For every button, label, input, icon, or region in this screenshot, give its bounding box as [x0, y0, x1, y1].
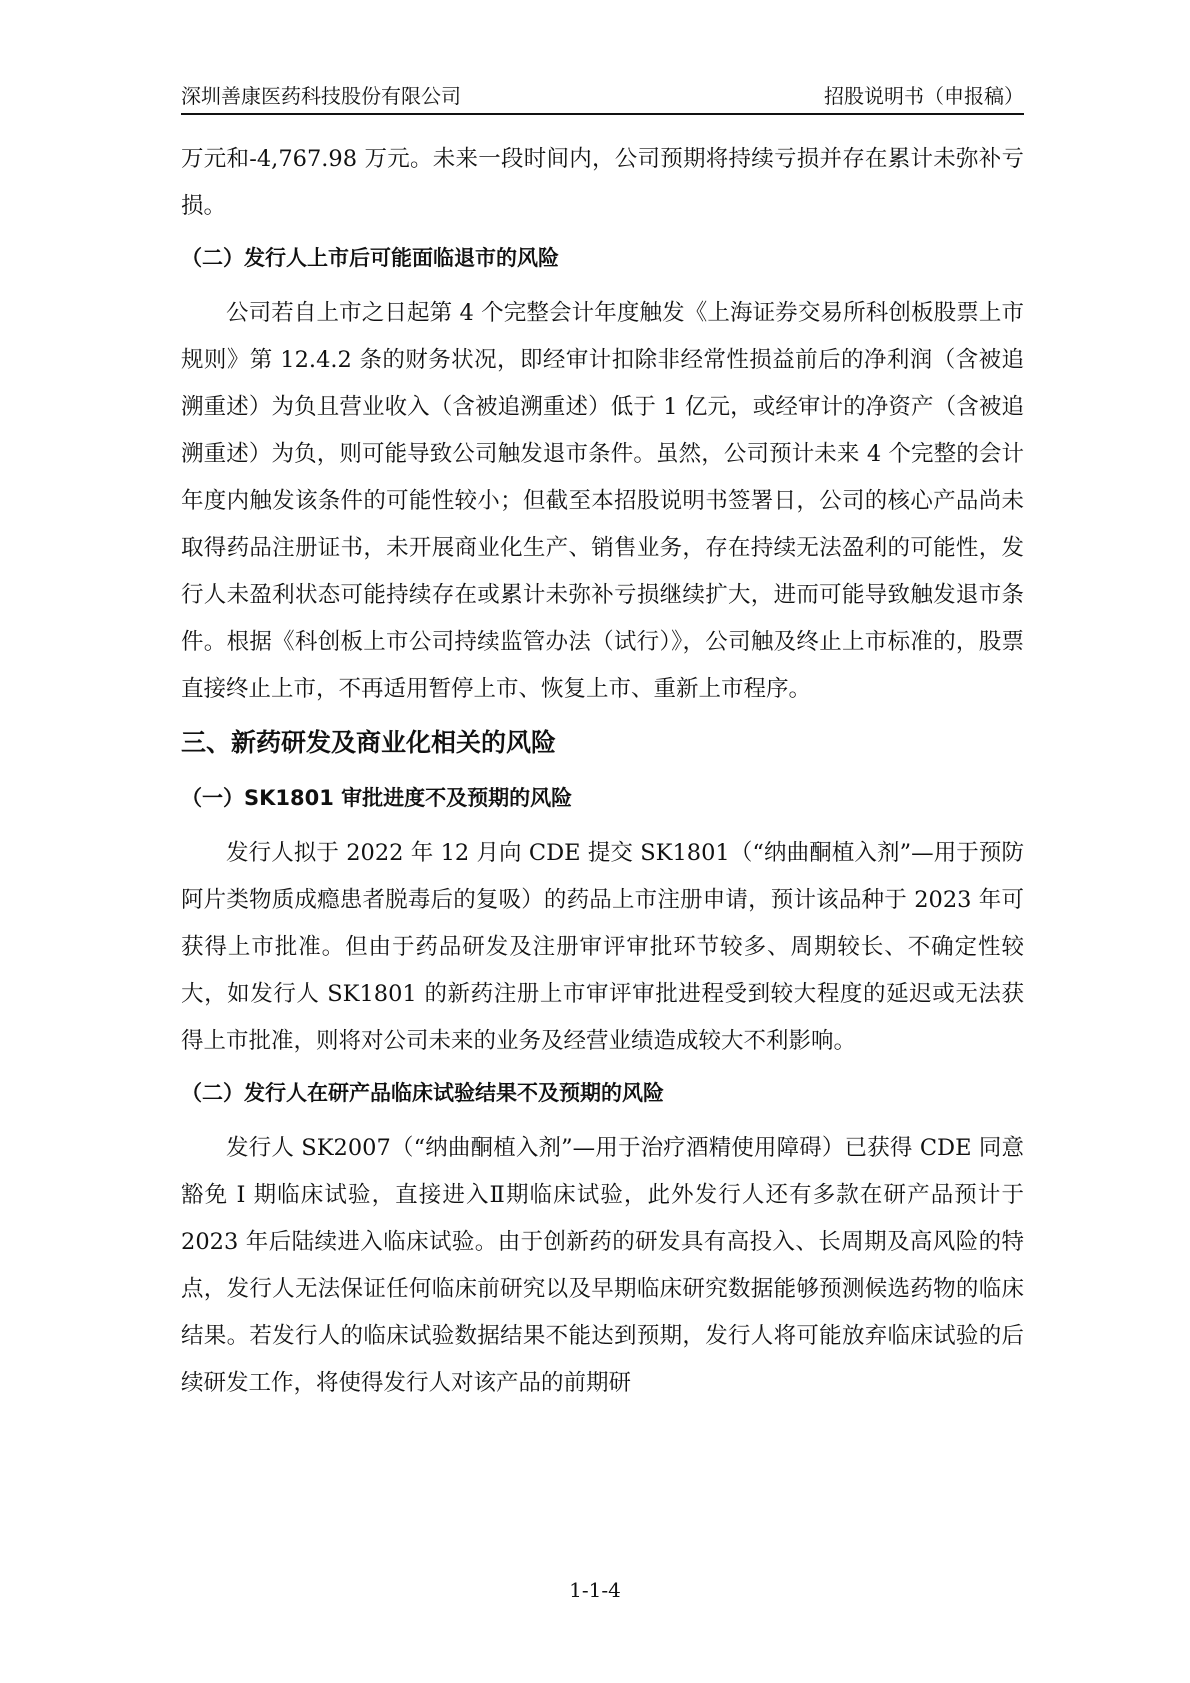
- page-body: [181, 136, 1024, 1407]
- header-document-type: 招股说明书（申报稿）: [824, 84, 1024, 108]
- heading-delisting-risk: （二）发行人上市后可能面临退市的风险: [181, 246, 559, 270]
- page-number: 1-1-4: [569, 1578, 621, 1602]
- heading-sk1801-risk: （一）SK1801 审批进度不及预期的风险: [181, 786, 573, 810]
- page-header: [181, 80, 1024, 115]
- heading-section-three: 三、新药研发及商业化相关的风险: [181, 728, 557, 757]
- paragraph-loss-continuation: 万元和-4,767.98 万元。未来一段时间内，公司预期将持续亏损并存在累计未弥补亏损。: [181, 146, 1024, 219]
- heading-clinical-trial-risk: （二）发行人在研产品临床试验结果不及预期的风险: [181, 1081, 664, 1105]
- paragraph-sk1801-risk: 发行人拟于 2022 年 12 月向 CDE 提交 SK1801（“纳曲酮植入剂”—用于预防阿片类物质成瘾患者脱毒后的复吸）的药品上市注册申请，预计该品种于 2023 年可获得上市批准。但由于药品研发及注册审评审批环节较多、周期较长、不确定性较大，如发行人 SK1801 的新药注册上市审评审批进程受到较大程度的延迟或无法获得上市批准，则将对公司未来的业务及经营业绩造成较大不利影响。: [181, 840, 1024, 1054]
- paragraph-delisting-risk: 公司若自上市之日起第 4 个完整会计年度触发《上海证券交易所科创板股票上市规则》第 12.4.2 条的财务状况，即经审计扣除非经常性损益前后的净利润（含被追溯重述）为负且营业收入（含被追溯重述）低于 1 亿元，或经审计的净资产（含被追溯重述）为负，则可能导致公司触发退市条件。虽然，公司预计未来 4 个完整的会计年度内触发该条件的可能性较小；但截至本招股说明书签署日，公司的核心产品尚未取得药品注册证书，未开展商业化生产、销售业务，存在持续无法盈利的可能性，发行人未盈利状态可能持续存在或累计未弥补亏损继续扩大，进而可能导致触发退市条件。根据《科创板上市公司持续监管办法（试行）》，公司触及终止上市标准的，股票直接终止上市，不再适用暂停上市、恢复上市、重新上市程序。: [181, 300, 1024, 702]
- paragraph-clinical-trial-risk: 发行人 SK2007（“纳曲酮植入剂”—用于治疗酒精使用障碍）已获得 CDE 同意豁免 I 期临床试验，直接进入Ⅱ期临床试验，此外发行人还有多款在研产品预计于 2023 年后陆续进入临床试验。由于创新药的研发具有高投入、长周期及高风险的特点，发行人无法保证任何临床前研究以及早期临床研究数据能够预测候选药物的临床结果。若发行人的临床试验数据结果不能达到预期，发行人将可能放弃临床试验的后续研发工作，将使得发行人对该产品的前期研: [181, 1135, 1024, 1396]
- header-company-name: 深圳善康医药科技股份有限公司: [181, 84, 461, 108]
